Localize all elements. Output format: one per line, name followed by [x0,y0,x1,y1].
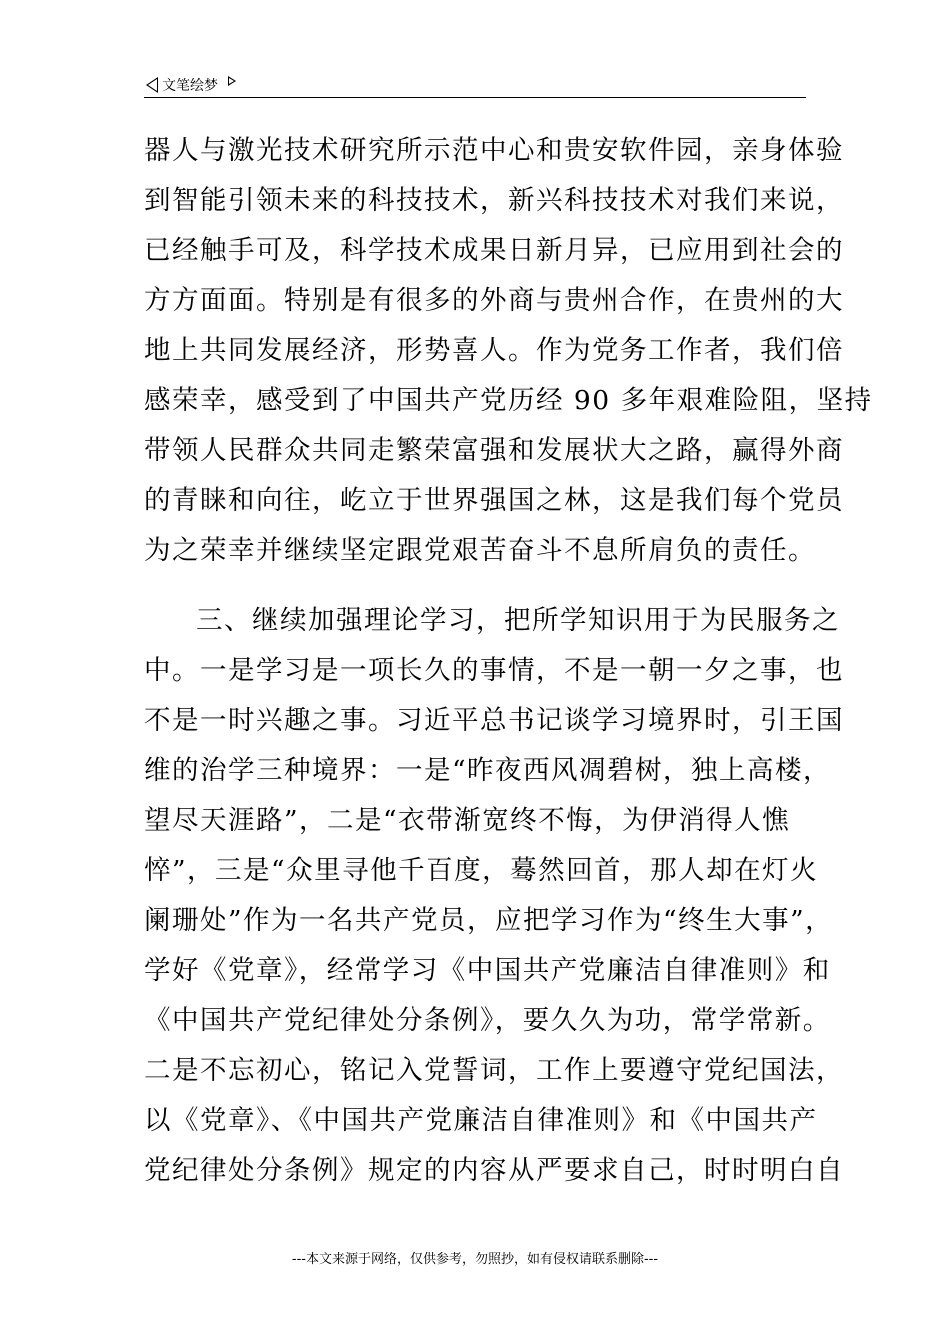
text-line: 为之荣幸并继续坚定跟党艰苦奋斗不息所肩负的责任。 [144,535,816,566]
footer-disclaimer: ---本文来源于网络，仅供参考，勿照抄，如有侵权请联系删除--- [291,1252,659,1267]
text-line: 到智能引领未来的科技技术，新兴科技技术对我们来说， [144,185,844,216]
text-line: 器人与激光技术研究所示范中心和贵安软件园，亲身体验 [144,135,844,166]
text-line: 中。一是学习是一项长久的事情，不是一朝一夕之事，也 [144,655,844,686]
text-line: 学好《党章》，经常学习《中国共产党廉洁自律准则》和 [144,955,831,986]
header-title: 文笔绘梦 [162,78,218,94]
text-line: 望尽天涯路”，二是“衣带渐宽终不悔，为伊消得人憔 [144,805,791,836]
right-triangle-icon [228,76,236,86]
text-line: 感荣幸，感受到了中国共产党历经 90 多年艰难险阻，坚持 [144,385,873,416]
header-rule [144,97,806,98]
text-line: 《中国共产党纪律处分条例》，要久久为功，常学常新。 [144,1005,831,1036]
text-line: 地上共同发展经济，形势喜人。作为党务工作者，我们倍 [144,335,844,366]
paragraph-first-line: 三、继续加强理论学习，把所学知识用于为民服务之 [196,605,840,636]
text-line: 以《党章》、《中国共产党廉洁自律准则》和《中国共产 [144,1105,818,1136]
text-line: 带领人民群众共同走繁荣富强和发展状大之路，赢得外商 [144,435,844,466]
left-triangle-icon [146,77,158,93]
text-line: 不是一时兴趣之事。习近平总书记谈学习境界时，引王国 [144,705,844,736]
text-line: 的青睐和向往，屹立于世界强国之林，这是我们每个党员 [144,485,844,516]
text-line: 阑珊处”作为一名共产党员，应把学习作为“终生大事”， [144,905,834,936]
page-header [146,72,236,98]
text-line: 党纪律处分条例》规定的内容从严要求自己，时时明白自 [144,1155,844,1186]
text-line: 悴”，三是“众里寻他千百度，蓦然回首，那人却在灯火 [144,855,819,886]
text-line: 二是不忘初心，铭记入党誓词，工作上要遵守党纪国法， [144,1055,844,1086]
text-line: 维的治学三种境界：一是“昨夜西风凋碧树，独上高楼， [144,755,832,786]
text-line: 方方面面。特别是有很多的外商与贵州合作，在贵州的大 [144,285,844,316]
text-line: 已经触手可及，科学技术成果日新月异，已应用到社会的 [144,235,844,266]
